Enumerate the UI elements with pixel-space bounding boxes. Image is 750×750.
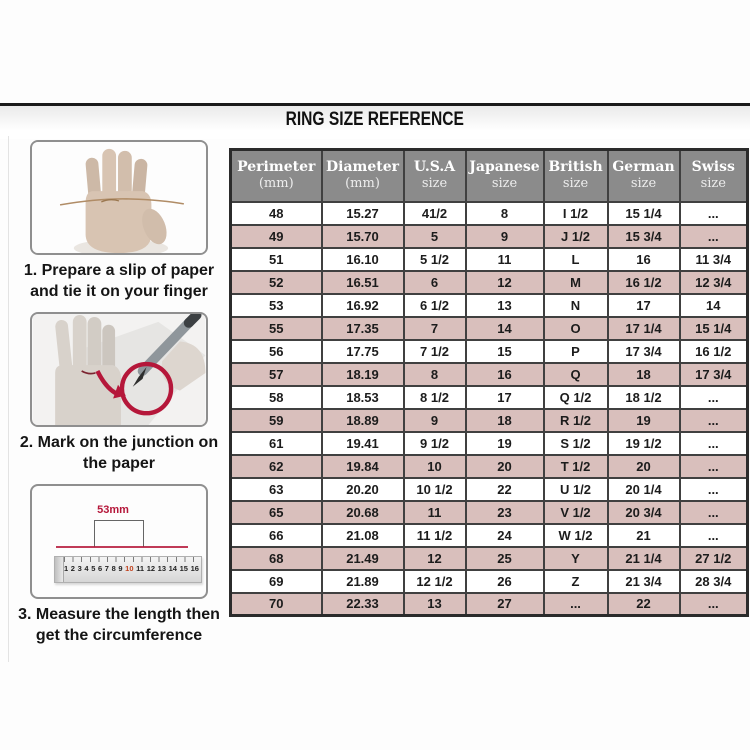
table-cell: ... bbox=[680, 455, 748, 478]
table-cell: 48 bbox=[231, 202, 322, 225]
table-cell: ... bbox=[680, 478, 748, 501]
table-row bbox=[231, 501, 748, 524]
table-cell: 17 3/4 bbox=[680, 363, 748, 386]
table-cell: ... bbox=[680, 386, 748, 409]
table-cell: 17 3/4 bbox=[608, 340, 680, 363]
table-row bbox=[231, 363, 748, 386]
table-cell: 6 bbox=[404, 271, 466, 294]
ruler-number: 15 bbox=[179, 564, 188, 573]
table-cell: 11 bbox=[404, 501, 466, 524]
table-cell: 17 bbox=[466, 386, 544, 409]
table-row bbox=[231, 524, 748, 547]
table-cell: 15 bbox=[466, 340, 544, 363]
table-cell: 16 bbox=[608, 248, 680, 271]
table-cell: ... bbox=[680, 225, 748, 248]
table-cell: 17 1/4 bbox=[608, 317, 680, 340]
table-row bbox=[231, 547, 748, 570]
table-cell: Q 1/2 bbox=[544, 386, 608, 409]
table-cell: 58 bbox=[231, 386, 322, 409]
table-cell: O bbox=[544, 317, 608, 340]
table-cell: 10 bbox=[404, 455, 466, 478]
table-cell: 6 1/2 bbox=[404, 294, 466, 317]
table-cell: T 1/2 bbox=[544, 455, 608, 478]
table-cell: 15.70 bbox=[322, 225, 404, 248]
table-cell: 11 1/2 bbox=[404, 524, 466, 547]
table-row bbox=[231, 432, 748, 455]
table-cell: 16 bbox=[466, 363, 544, 386]
table-cell: 11 bbox=[466, 248, 544, 271]
table-cell: 17.35 bbox=[322, 317, 404, 340]
table-cell: 57 bbox=[231, 363, 322, 386]
table-cell: 24 bbox=[466, 524, 544, 547]
table-cell: ... bbox=[680, 501, 748, 524]
ruler-number: 2 bbox=[70, 564, 75, 573]
ruler-number: 13 bbox=[157, 564, 167, 573]
table-cell: 21 3/4 bbox=[608, 570, 680, 593]
title-band bbox=[0, 106, 750, 139]
table-cell: 18.53 bbox=[322, 386, 404, 409]
table-cell: 27 bbox=[466, 593, 544, 616]
table-cell: 19.84 bbox=[322, 455, 404, 478]
table-cell: 20 1/4 bbox=[608, 478, 680, 501]
table-cell: I 1/2 bbox=[544, 202, 608, 225]
table-cell: 53 bbox=[231, 294, 322, 317]
table-cell: 12 bbox=[466, 271, 544, 294]
table-row bbox=[231, 271, 748, 294]
ruler-number: 6 bbox=[97, 564, 103, 573]
step-1-photo bbox=[30, 140, 208, 255]
table-cell: 5 bbox=[404, 225, 466, 248]
table-cell: 9 bbox=[404, 409, 466, 432]
table-cell: ... bbox=[680, 432, 748, 455]
ruler-number: 10 bbox=[125, 564, 134, 573]
table-cell: 12 1/2 bbox=[404, 570, 466, 593]
step-1-caption-line2: and tie it on your finger bbox=[30, 283, 208, 300]
header-row bbox=[231, 150, 748, 202]
table-cell: 21.89 bbox=[322, 570, 404, 593]
table-cell: J 1/2 bbox=[544, 225, 608, 248]
table-cell: Y bbox=[544, 547, 608, 570]
table-cell: 18 bbox=[466, 409, 544, 432]
table-cell: 22 bbox=[608, 593, 680, 616]
table-row bbox=[231, 455, 748, 478]
table-cell: V 1/2 bbox=[544, 501, 608, 524]
table-cell: 23 bbox=[466, 501, 544, 524]
column-header: Japanese size bbox=[466, 150, 544, 202]
ruler-number: 11 bbox=[136, 564, 145, 573]
table-cell: 8 bbox=[404, 363, 466, 386]
step-1 bbox=[13, 140, 225, 302]
table-cell: L bbox=[544, 248, 608, 271]
table-cell: 17 bbox=[608, 294, 680, 317]
table-row bbox=[231, 294, 748, 317]
step-3-caption bbox=[13, 604, 225, 646]
hand-with-paper-strip-icon bbox=[32, 142, 206, 253]
table-cell: 21.49 bbox=[322, 547, 404, 570]
bracket-shape bbox=[94, 520, 144, 547]
table-cell: 62 bbox=[231, 455, 322, 478]
ruler-number: 14 bbox=[168, 564, 177, 573]
step-2-caption bbox=[13, 432, 225, 474]
step-3-caption-line1: 3. Measure the length then bbox=[18, 606, 220, 623]
table-cell: 13 bbox=[466, 294, 544, 317]
step-2 bbox=[13, 312, 225, 474]
table-cell: 18.19 bbox=[322, 363, 404, 386]
table-cell: 19 bbox=[466, 432, 544, 455]
content bbox=[8, 136, 746, 662]
table-cell: 63 bbox=[231, 478, 322, 501]
ruler-number: 8 bbox=[111, 564, 116, 573]
table-cell: P bbox=[544, 340, 608, 363]
table-cell: N bbox=[544, 294, 608, 317]
table-cell: 16 1/2 bbox=[680, 340, 748, 363]
table-cell: 18 1/2 bbox=[608, 386, 680, 409]
table-cell: 10 1/2 bbox=[404, 478, 466, 501]
table-cell: 21.08 bbox=[322, 524, 404, 547]
table-cell: 20 bbox=[466, 455, 544, 478]
table-cell: 51 bbox=[231, 248, 322, 271]
table-cell: 18 bbox=[608, 363, 680, 386]
table-cell: 70 bbox=[231, 593, 322, 616]
table-cell: 16.92 bbox=[322, 294, 404, 317]
step-3-diagram bbox=[30, 484, 208, 599]
table-cell: 5 1/2 bbox=[404, 248, 466, 271]
table-cell: 15 3/4 bbox=[608, 225, 680, 248]
table-cell: 49 bbox=[231, 225, 322, 248]
table-cell: 22 bbox=[466, 478, 544, 501]
table-cell: 12 3/4 bbox=[680, 271, 748, 294]
table-cell: ... bbox=[680, 409, 748, 432]
table-cell: 8 bbox=[466, 202, 544, 225]
hand-marking-with-pen-icon bbox=[32, 314, 206, 425]
table-cell: 65 bbox=[231, 501, 322, 524]
table-cell: 41/2 bbox=[404, 202, 466, 225]
column-header: Perimeter (mm) bbox=[231, 150, 322, 202]
table-row bbox=[231, 248, 748, 271]
table-cell: R 1/2 bbox=[544, 409, 608, 432]
table-row bbox=[231, 317, 748, 340]
table-cell: 7 1/2 bbox=[404, 340, 466, 363]
ruler-number: 9 bbox=[118, 564, 123, 573]
table-cell: 26 bbox=[466, 570, 544, 593]
table-cell: 16.51 bbox=[322, 271, 404, 294]
table-row bbox=[231, 386, 748, 409]
table-cell: 9 bbox=[466, 225, 544, 248]
ruler-number: 16 bbox=[190, 564, 199, 573]
table-cell: 7 bbox=[404, 317, 466, 340]
table-cell: 22.33 bbox=[322, 593, 404, 616]
table-cell: 20.68 bbox=[322, 501, 404, 524]
ruler-number: 3 bbox=[77, 564, 82, 573]
table-cell: ... bbox=[680, 202, 748, 225]
step-2-caption-line2: the paper bbox=[82, 455, 155, 472]
step-3 bbox=[13, 484, 225, 646]
table-cell: 15 1/4 bbox=[680, 317, 748, 340]
table-cell: 20 bbox=[608, 455, 680, 478]
table-row bbox=[231, 340, 748, 363]
table-cell: 68 bbox=[231, 547, 322, 570]
table-cell: ... bbox=[680, 524, 748, 547]
table-cell: ... bbox=[680, 593, 748, 616]
table-cell: 9 1/2 bbox=[404, 432, 466, 455]
table-cell: 21 1/4 bbox=[608, 547, 680, 570]
table-cell: 56 bbox=[231, 340, 322, 363]
table-row bbox=[231, 409, 748, 432]
ruler-number: 4 bbox=[84, 564, 89, 573]
column-header: Swiss size bbox=[680, 150, 748, 202]
table-cell: 25 bbox=[466, 547, 544, 570]
table-cell: 13 bbox=[404, 593, 466, 616]
ruler-number: 5 bbox=[91, 564, 96, 573]
ruler-number: 12 bbox=[146, 564, 156, 573]
table-cell: 17.75 bbox=[322, 340, 404, 363]
table-row bbox=[231, 225, 748, 248]
table-cell: Q bbox=[544, 363, 608, 386]
column-header: Diameter (mm) bbox=[322, 150, 404, 202]
step-1-caption-line1: 1. Prepare a slip of paper bbox=[23, 262, 215, 279]
step-2-caption-line1: 2. Mark on the junction on bbox=[19, 434, 219, 451]
step-2-photo bbox=[30, 312, 208, 427]
paper-strip-line bbox=[56, 546, 188, 548]
table-row bbox=[231, 478, 748, 501]
ruler-illustration bbox=[54, 556, 202, 583]
table-cell: 52 bbox=[231, 271, 322, 294]
step-3-caption-line2: get the circumference bbox=[35, 627, 203, 644]
table-cell: 20.20 bbox=[322, 478, 404, 501]
page-title: RING SIZE REFERENCE bbox=[285, 109, 465, 130]
table-cell: 59 bbox=[231, 409, 322, 432]
size-table bbox=[229, 148, 749, 617]
table-cell: 8 1/2 bbox=[404, 386, 466, 409]
table-cell: 28 3/4 bbox=[680, 570, 748, 593]
table-row bbox=[231, 570, 748, 593]
table-cell: U 1/2 bbox=[544, 478, 608, 501]
column-header: U.S.A size bbox=[404, 150, 466, 202]
table-cell: 69 bbox=[231, 570, 322, 593]
table-cell: 14 bbox=[466, 317, 544, 340]
table-row bbox=[231, 202, 748, 225]
table-cell: Z bbox=[544, 570, 608, 593]
ruler-number: 1 bbox=[64, 564, 69, 573]
ruler-numbers bbox=[64, 564, 199, 573]
table-cell: 16.10 bbox=[322, 248, 404, 271]
table-cell: 19.41 bbox=[322, 432, 404, 455]
table-cell: 20 3/4 bbox=[608, 501, 680, 524]
column-header: German size bbox=[608, 150, 680, 202]
table-cell: 18.89 bbox=[322, 409, 404, 432]
table-cell: 27 1/2 bbox=[680, 547, 748, 570]
table-cell: 14 bbox=[680, 294, 748, 317]
table-cell: 55 bbox=[231, 317, 322, 340]
table-cell: 16 1/2 bbox=[608, 271, 680, 294]
table-cell: S 1/2 bbox=[544, 432, 608, 455]
table-cell: 12 bbox=[404, 547, 466, 570]
table-cell: 11 3/4 bbox=[680, 248, 748, 271]
table-cell: 61 bbox=[231, 432, 322, 455]
measurement-length-label: 53mm bbox=[97, 504, 129, 516]
step-1-caption bbox=[13, 260, 225, 302]
table-cell: 19 bbox=[608, 409, 680, 432]
table-cell: 15 1/4 bbox=[608, 202, 680, 225]
table-cell: 15.27 bbox=[322, 202, 404, 225]
column-header: British size bbox=[544, 150, 608, 202]
ruler-number: 7 bbox=[104, 564, 109, 573]
instructions-panel bbox=[13, 140, 225, 656]
ruler-ticks bbox=[64, 557, 200, 562]
table-cell: M bbox=[544, 271, 608, 294]
table-cell: 66 bbox=[231, 524, 322, 547]
table-cell: 21 bbox=[608, 524, 680, 547]
table-cell: ... bbox=[544, 593, 608, 616]
table-cell: 19 1/2 bbox=[608, 432, 680, 455]
table-row bbox=[231, 593, 748, 616]
table-cell: W 1/2 bbox=[544, 524, 608, 547]
